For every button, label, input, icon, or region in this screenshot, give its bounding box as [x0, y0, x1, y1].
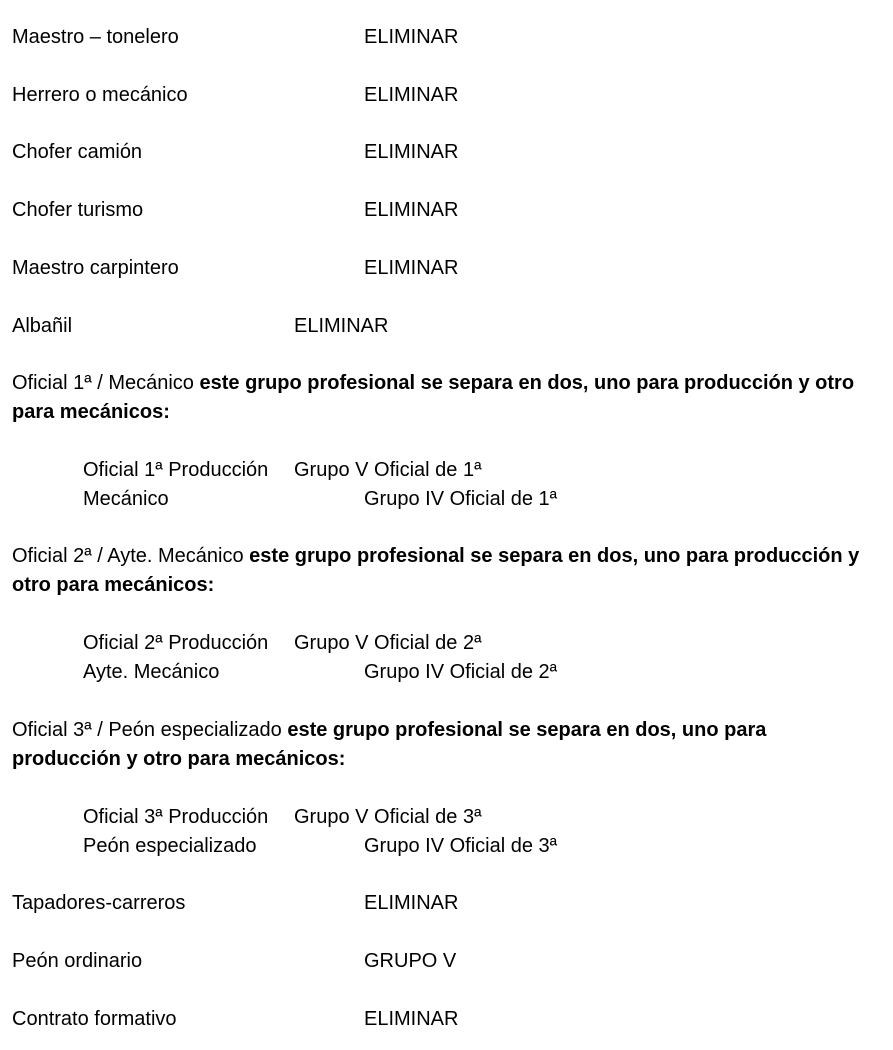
- row-value: ELIMINAR: [364, 892, 459, 914]
- group-note: este grupo profesional se separa en dos, uno para producción y otro para mecánicos:: [12, 372, 855, 423]
- item-value: Grupo V Oficial de 3ª: [294, 806, 482, 828]
- item-value: Grupo V Oficial de 1ª: [294, 459, 482, 481]
- item-label: Oficial 3ª Producción: [83, 806, 269, 828]
- group-note: este grupo profesional se separa en dos, uno para producción y otro para mecánicos:: [12, 719, 767, 770]
- item-label: Ayte. Mecánico: [83, 661, 220, 683]
- item-value: Grupo V Oficial de 2ª: [294, 632, 482, 654]
- group-paragraph: [12, 542, 862, 600]
- item-value: Grupo IV Oficial de 1ª: [364, 488, 558, 510]
- row-label: Chofer turismo: [12, 199, 144, 221]
- row-label: Contrato formativo: [12, 1008, 177, 1030]
- row-value: GRUPO V: [364, 950, 457, 972]
- row-value: ELIMINAR: [364, 84, 459, 106]
- item-label: Oficial 1ª Producción: [83, 459, 269, 481]
- row-value: ELIMINAR: [364, 26, 459, 48]
- group-paragraph: [12, 716, 862, 774]
- group-intro: Oficial 2ª / Ayte. Mecánico: [12, 545, 244, 567]
- row-value: ELIMINAR: [294, 315, 389, 337]
- row-label: Maestro carpintero: [12, 257, 179, 279]
- item-label: Peón especializado: [83, 835, 257, 857]
- row-label: Tapadores-carreros: [12, 892, 186, 914]
- row-label: Albañil: [12, 315, 73, 337]
- row-value: ELIMINAR: [364, 257, 459, 279]
- item-value: Grupo IV Oficial de 3ª: [364, 835, 558, 857]
- item-value: Grupo IV Oficial de 2ª: [364, 661, 558, 683]
- item-label: Mecánico: [83, 488, 169, 510]
- row-value: ELIMINAR: [364, 141, 459, 163]
- row-label: Chofer camión: [12, 141, 143, 163]
- row-label: Maestro – tonelero: [12, 26, 179, 48]
- group-intro: Oficial 3ª / Peón especializado: [12, 719, 282, 741]
- row-label: Herrero o mecánico: [12, 84, 188, 106]
- row-value: ELIMINAR: [364, 199, 459, 221]
- group-paragraph: [12, 369, 862, 427]
- row-label: Peón ordinario: [12, 950, 143, 972]
- row-value: ELIMINAR: [364, 1008, 459, 1030]
- group-note: este grupo profesional se separa en dos, uno para producción y otro para mecánicos:: [12, 545, 860, 596]
- item-label: Oficial 2ª Producción: [83, 632, 269, 654]
- group-intro: Oficial 1ª / Mecánico: [12, 372, 200, 394]
